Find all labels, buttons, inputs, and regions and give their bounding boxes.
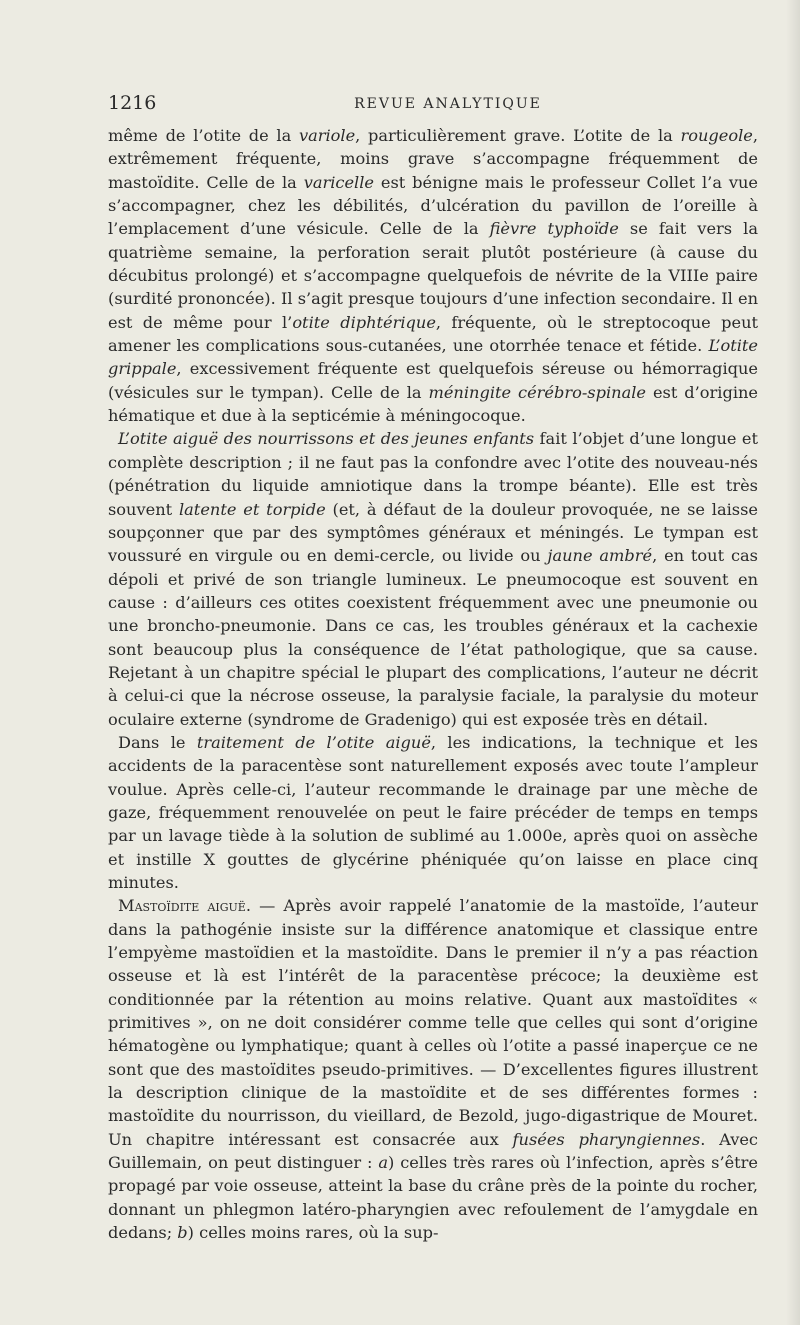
page-edge-shadow bbox=[786, 0, 800, 1325]
italic-text-run: L’otite grippale bbox=[108, 336, 758, 379]
text-run: Dans le bbox=[118, 732, 197, 752]
italic-text-run: fusées pharyngiennes bbox=[512, 1129, 701, 1149]
text-run: fait l’objet d’une longue et complète description ; il ne faut pas la confondre avec l’otite des nouveau-nés (pénétration du liquide amniotique dans la trompe béante). Elle est très souvent bbox=[108, 429, 758, 519]
text-run: est d’origine hématique et due à la septicémie à méningocoque. bbox=[108, 382, 758, 426]
paragraph-traitement bbox=[108, 731, 758, 894]
text-run: se fait vers la quatrième semaine, la perforation serait plutôt postérieure (à cause du décubitus prolongé) et s’accompagne quelquefois de névrite de la VIIIe paire (surdité prononcée). Il s’agit presque toujours d’une infection secondaire. Il en est de même pour l’ bbox=[108, 219, 758, 332]
paragraph-mastoidite bbox=[108, 894, 758, 1244]
italic-text-run: latente et torpide bbox=[178, 499, 326, 519]
italic-text-run: rougeole bbox=[680, 126, 753, 145]
italic-text-run: traitement de l’otite aiguë bbox=[196, 732, 431, 752]
italic-text-run: varicelle bbox=[303, 172, 374, 192]
text-run: est bénigne mais le professeur Collet l’a vue s’accompagner, chez les débilités, d’ulcération du pavillon de l’oreille à l’emplacement d’une vésicule. Celle de la bbox=[108, 172, 758, 239]
italic-text-run: méningite cérébro-spinale bbox=[428, 382, 646, 402]
text-run: , fréquente, où le streptocoque peut amener les complications sous-cutanées, une otorrhée tenace et fétide. bbox=[108, 312, 758, 356]
paragraph-otites-infectieuses bbox=[108, 124, 758, 427]
text-run: — Après avoir rappelé l’anatomie de la mastoïde, l’auteur dans la pathogénie insiste sur la différence anatomique et classique entre l’empyème mastoïdien et la mastoïdite. Dans le premier il n’y a pas réaction osseuse et là est l’intérêt de la paracentèse précoce; la deuxième est conditionnée par la rétention au moins relative. Quant aux mastoïdites « primitives », on ne doit considérer comme telle que celles qui sont d’origine hématogène ou lymphatique; quant à celles où l’otite a passé inaperçue ce ne sont que des mastoïdites pseudo-primitives. — D’excellentes figures illustrent la description clinique de la mastoïdite et de ses différentes formes : mastoïdite du nourrisson, du vieillard, de Bezold, jugo-digastrique de Mouret. Un chapitre intéressant est consacrée aux bbox=[108, 896, 758, 1149]
italic-text-run: variole bbox=[298, 126, 356, 145]
running-title: REVUE ANALYTIQUE bbox=[354, 96, 542, 112]
italic-text-run: jaune ambré bbox=[547, 546, 653, 566]
text-run: , particulièrement grave. L’otite de la bbox=[355, 126, 681, 145]
section-heading: Mastoïdite aiguë. bbox=[118, 896, 251, 916]
text-run: ) celles très rares où l’infection, après s’être propagé par voie osseuse, atteint la base du crâne près de la pointe du rocher, donnant un phlegmon latéro-pharyngien avec refoulement de l’amygdale en dedans; bbox=[108, 1153, 758, 1243]
paragraph-otite-nourrissons bbox=[108, 427, 758, 730]
italic-text-run: fièvre typhoïde bbox=[489, 219, 619, 239]
page-header bbox=[108, 92, 748, 122]
text-run: , excessivement fréquente est quelquefois séreuse ou hémorragique (vésicules sur le tympan). Celle de la bbox=[108, 359, 758, 402]
text-run: , les indications, la technique et les accidents de la paracentèse sont naturellement exposés avec toute l’ampleur voulue. Après celle-ci, l’auteur recommande le drainage par une mèche de gaze, fréquemment renouvelée on peut le faire précéder de temps en temps par un lavage tiède à la solution de sublimé au 1.000e, après quoi on assèche et instille X gouttes de glycérine phéniquée qu’on laisse en place cinq minutes. bbox=[108, 732, 758, 892]
text-run: . Avec Guillemain, on peut distinguer : bbox=[108, 1129, 758, 1173]
body-text bbox=[108, 124, 758, 1245]
italic-text-run: a bbox=[378, 1153, 389, 1173]
italic-text-run: otite diphtérique bbox=[292, 312, 436, 332]
page-number: 1216 bbox=[108, 92, 157, 114]
italic-text-run: b bbox=[177, 1223, 188, 1243]
text-run: même de l’otite de la bbox=[108, 126, 299, 145]
text-run: (et, à défaut de la douleur provoquée, ne se laisse soupçonner que par des symptômes généraux et méningés. Le tympan est voussuré en virgule ou en demi-cercle, ou livide ou bbox=[108, 499, 759, 566]
text-run: , extrêmement fréquente, moins grave s’accompagne fréquemment de mastoïdite. Celle de la bbox=[108, 126, 758, 192]
text-run: ) celles moins rares, où la sup- bbox=[187, 1223, 439, 1243]
italic-text-run: L’otite aiguë des nourrissons et des jeunes enfants bbox=[118, 429, 535, 449]
text-run: , en tout cas dépoli et privé de son triangle lumineux. Le pneumocoque est souvent en cause : d’ailleurs ces otites coexistent fréquemment avec une pneumonie ou une broncho-pneumonie. Dans ce cas, les troubles généraux et la cachexie sont beaucoup plus la conséquence de l’état pathologique, que sa cause. Rejetant à un chapitre spécial le plupart des complications, l’auteur ne décrit à celui-ci que la nécrose osseuse, la paralysie faciale, la paralysie du moteur oculaire externe (syndrome de Gradenigo) qui est exposée très en détail. bbox=[108, 546, 758, 729]
